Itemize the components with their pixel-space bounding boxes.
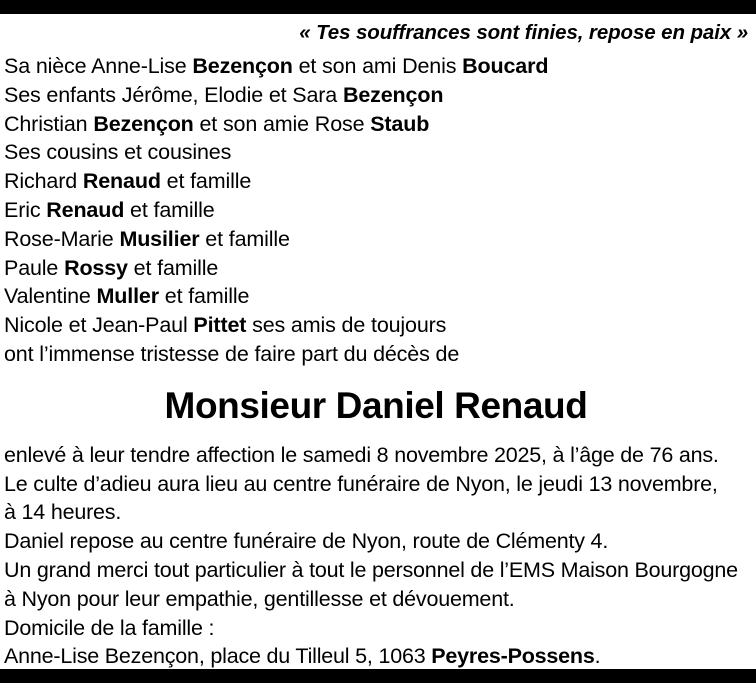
survivor-line bbox=[4, 340, 748, 369]
plain-text: à 14 heures. bbox=[4, 500, 122, 525]
plain-text: et famille bbox=[127, 255, 219, 280]
plain-text: à Nyon pour leur empathie, gentillesse et dévouement. bbox=[4, 586, 515, 611]
surname-text: Boucard bbox=[462, 54, 549, 78]
detail-line bbox=[4, 470, 748, 499]
details-list bbox=[4, 441, 748, 671]
plain-text: Christian bbox=[4, 111, 94, 136]
surname-text: Muller bbox=[96, 284, 159, 309]
survivor-line bbox=[4, 254, 748, 283]
plain-text: ont l’immense tristesse de faire part du décès de bbox=[4, 341, 460, 366]
survivor-line bbox=[4, 196, 748, 225]
detail-line bbox=[4, 585, 748, 614]
plain-text: Domicile de la famille : bbox=[4, 615, 215, 640]
detail-line bbox=[4, 498, 748, 527]
survivor-line bbox=[4, 167, 748, 196]
plain-text: et son amie Rose bbox=[193, 111, 371, 136]
survivor-line bbox=[4, 282, 748, 311]
surname-text: Peyres-Possens bbox=[431, 644, 595, 669]
plain-text: et famille bbox=[160, 169, 252, 194]
detail-line bbox=[4, 642, 748, 671]
survivor-line bbox=[4, 110, 748, 139]
surname-text: Renaud bbox=[82, 169, 161, 194]
plain-text: Ses cousins et cousines bbox=[4, 140, 232, 165]
plain-text: Nicole et Jean-Paul bbox=[4, 313, 194, 338]
plain-text: Richard bbox=[4, 169, 83, 194]
survivor-line bbox=[4, 81, 748, 110]
detail-line bbox=[4, 527, 748, 556]
surname-text: Rossy bbox=[64, 255, 128, 280]
surname-text: Staub bbox=[370, 111, 430, 136]
surname-text: Pittet bbox=[193, 313, 247, 338]
plain-text: ses amis de toujours bbox=[246, 313, 447, 338]
surname-text: Renaud bbox=[46, 197, 125, 222]
deceased-name: Monsieur Daniel Renaud bbox=[164, 384, 588, 426]
detail-line bbox=[4, 556, 748, 585]
plain-text: Anne-Lise Bezençon, place du Tilleul 5, 1063 bbox=[4, 644, 432, 669]
surname-text: Bezençon bbox=[192, 54, 293, 78]
plain-text: et son ami Denis bbox=[292, 54, 463, 78]
survivor-line bbox=[4, 52, 748, 81]
surname-text: Musilier bbox=[119, 226, 200, 251]
survivor-line bbox=[4, 311, 748, 340]
plain-text: Valentine bbox=[4, 284, 97, 309]
surname-text: Bezençon bbox=[342, 82, 444, 107]
plain-text: Rose-Marie bbox=[4, 226, 120, 251]
detail-line bbox=[4, 441, 748, 470]
survivor-line bbox=[4, 225, 748, 254]
surname-text: Bezençon bbox=[93, 111, 194, 136]
plain-text: enlevé à leur tendre affection le samedi 8 novembre 2025, à l’âge de 76 ans. bbox=[4, 442, 719, 467]
plain-text: Sa nièce Anne-Lise bbox=[4, 54, 193, 78]
plain-text: Paule bbox=[4, 255, 65, 280]
plain-text: Le culte d’adieu aura lieu au centre funéraire de Nyon, le jeudi 13 novembre, bbox=[4, 471, 718, 496]
detail-line bbox=[4, 614, 748, 643]
plain-text: Ses enfants Jérôme, Elodie et Sara bbox=[4, 82, 343, 107]
plain-text: et famille bbox=[158, 284, 250, 309]
epitaph-quote: « Tes souffrances sont finies, repose en paix » bbox=[299, 21, 748, 44]
plain-text: Daniel repose au centre funéraire de Nyon, route de Clémenty 4. bbox=[4, 529, 609, 554]
plain-text: Un grand merci tout particulier à tout le personnel de l’EMS Maison Bourgogne bbox=[4, 557, 738, 582]
plain-text: et famille bbox=[124, 197, 215, 222]
plain-text: Eric bbox=[4, 197, 47, 222]
survivor-line bbox=[4, 138, 748, 167]
plain-text: . bbox=[594, 644, 601, 669]
survivors-list bbox=[4, 52, 748, 369]
plain-text: et famille bbox=[199, 226, 290, 251]
